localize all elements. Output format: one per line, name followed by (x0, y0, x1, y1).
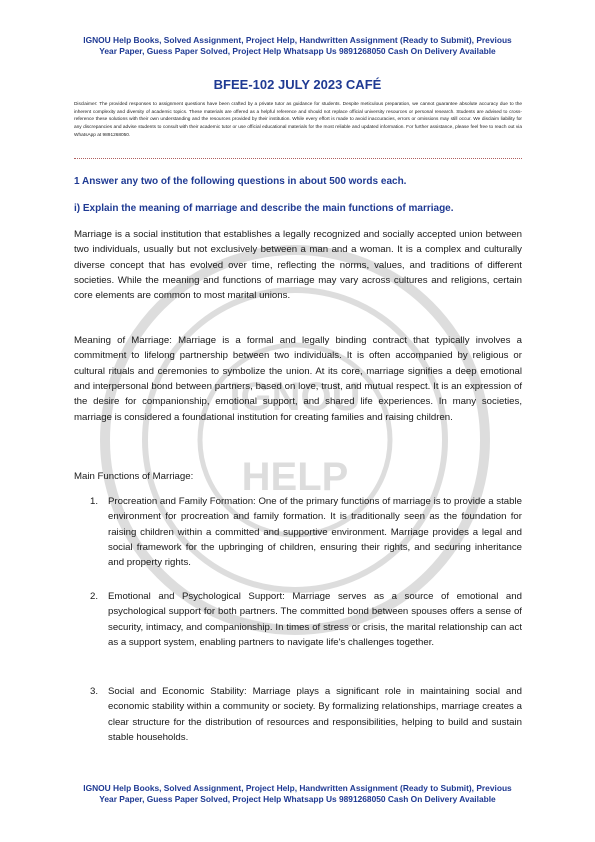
question-heading: 1 Answer any two of the following questions in about 500 words each. (74, 176, 407, 187)
document-title: BFEE-102 JULY 2023 CAFÉ (213, 77, 382, 92)
page-header (60, 35, 535, 58)
list-item-text: Social and Economic Stability: Marriage plays a significant role in maintaining social and economic stability within a community or society. By formalizing relationships, marriage creates a clear structure for the distribution of resources and responsibilities, helping to build and sustain stable households. (108, 686, 522, 744)
list-item (74, 494, 522, 571)
footer-line-1: IGNOU Help Books, Solved Assignment, Project Help, Handwritten Assignment (Ready to Submit), Previous (83, 783, 512, 793)
list-item (74, 684, 522, 745)
functions-list-item-2-wrap (74, 589, 522, 650)
functions-heading: Main Functions of Marriage: (74, 471, 194, 482)
disclaimer-text: Disclaimer: The provided responses to assignment questions have been crafted by a private tutor as guidance for students. Despite meticulous preparation, we cannot guarantee absolute accuracy due to the inherent complexity and diversity of academic topics. These materials are offered as a helpful reference and should not replace official university resources or personal research. Students are advised to cross-reference these solutions with their own understanding and the resources provided by their institution. While every effort is made to avoid inaccuracies, errors or omissions may still occur. We disclaim liability for any discrepancies and advise students to consult with their academic tutor or use official educational materials for the most reliable and updated information. For further assistance, please feel free to reach out via WhatsApp at 9891268050. (74, 102, 522, 138)
footer-line-2: Year Paper, Guess Paper Solved, Project Help Whatsapp Us 9891268050 Cash On Delivery Available (99, 794, 496, 805)
watermark-bottom-text: HELP (241, 455, 349, 499)
intro-paragraph: Marriage is a social institution that establishes a legally recognized and socially accepted union between two individuals, usually but not exclusively between a man and a woman. It is a complex and culturally diverse concept that has evolved over time, reflecting the norms, values, and traditions of different societies. While the meaning and functions of marriage may vary across cultures and religions, certain core elements are common to most marital unions. (74, 229, 522, 302)
meaning-paragraph: Meaning of Marriage: Marriage is a formal and legally binding contract that typically involves a commitment to lifelong partnership between two individuals. It is often accompanied by religious or cultural rituals and ceremonies to symbolize the union. At its core, marriage signifies a deep emotional and interpersonal bond between partners, based on love, trust, and mutual respect. It is an expression of the desire for companionship, emotional support, and shared life experiences. In many societies, marriage is considered a foundational institution for creating families and raising children. (74, 335, 522, 423)
header-line-1: IGNOU Help Books, Solved Assignment, Project Help, Handwritten Assignment (Ready to Submit), Previous (83, 35, 512, 45)
functions-list-item-3-wrap (74, 684, 522, 745)
sub-question-heading: i) Explain the meaning of marriage and describe the main functions of marriage. (74, 203, 454, 214)
list-number: 2. (90, 591, 99, 602)
functions-list-item-1-wrap (74, 494, 522, 571)
list-item-text: Emotional and Psychological Support: Marriage serves as a source of emotional and psychological support for both partners. The committed bond between spouses offers a sense of security, intimacy, and companionship. In times of stress or crisis, the marital relationship can act as a support system, enabling partners to navigate life's challenges together. (108, 591, 522, 649)
list-number: 3. (90, 686, 99, 697)
list-item (74, 589, 522, 650)
list-item-text: Procreation and Family Formation: One of the primary functions of marriage is to provide a stable environment for procreation and family formation. It is traditionally seen as the foundation for raising children within a committed and supportive environment. Marriage provides a legal and social framework for the upbringing of children, ensuring their rights, and securing inheritance and property rights. (108, 496, 522, 569)
watermark-top-text: IGNOU (229, 375, 361, 419)
header-line-2: Year Paper, Guess Paper Solved, Project Help Whatsapp Us 9891268050 Cash On Delivery Available (99, 46, 496, 57)
list-number: 1. (90, 496, 99, 507)
divider (74, 158, 522, 159)
page-footer (60, 783, 535, 806)
